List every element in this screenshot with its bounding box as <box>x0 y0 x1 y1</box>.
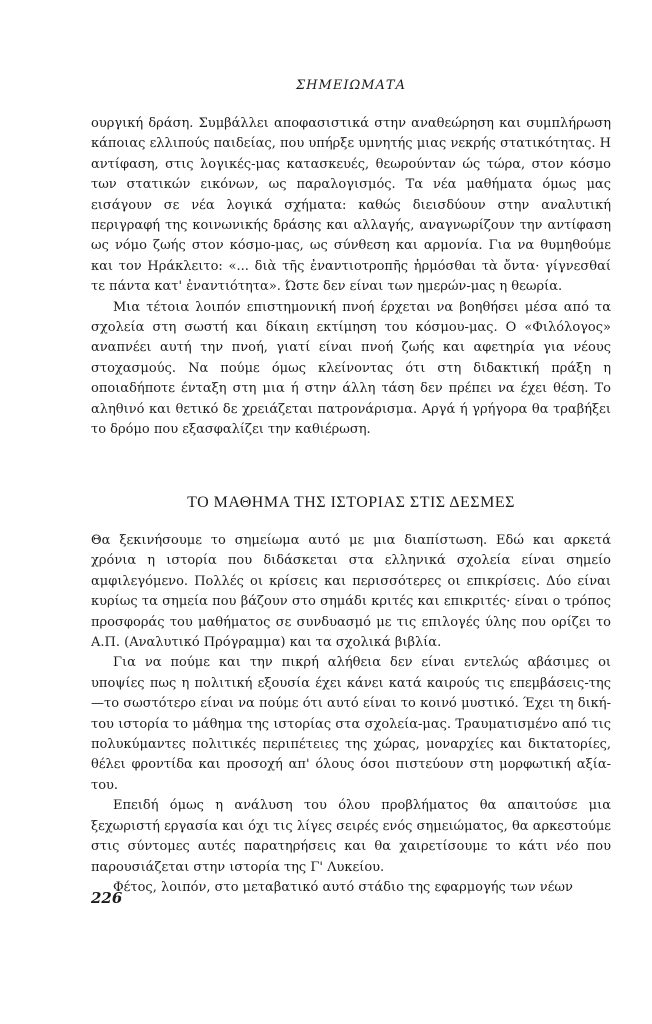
paragraph: Θα ξεκινήσουμε το σημείωμα αυτό με μια διαπίστωση. Εδώ και αρκετά χρόνια η ιστορία που διδάσκεται στα ελληνικά σχολεία είναι σημείο αμφιλεγόμενο. Πολλές οι κρίσεις και περισσότερες οι επικρίσεις. Δύο είναι κυρίως τα σημεία που βάζουν στο σημάδι κριτές και επικριτές· είναι ο τρόπος προσφοράς του μαθήματος σε συνδυασμό με τις επιλογές ύλης που ορίζει το Α.Π. (Αναλυτικό Πρόγραμμα) και τα σχολικά βιβλία. <box>91 533 611 651</box>
paragraph: Για να πούμε και την πικρή αλήθεια δεν είναι εντελώς αβάσιμες οι υποψίες πως η πολιτική εξουσία έχει κάνει κατά καιρούς τις επεμβάσεις-της—το σωστότερο είναι να πούμε ότι αυτό είναι το κοινό μυστικό. Έχει τη δική-του ιστορία το μάθημα της ιστορίας στα σχολεία-μας. Τραυματισμένο από τις πολυκύμαντες πολιτικές περιπέτειες της χώρας, μοναρχίες και δικτατορίες, θέλει φροντίδα και προσοχή απ' όλους όσοι πιστεύουν στη μορφωτική αξία-του. <box>91 655 611 793</box>
paragraph: Μια τέτοια λοιπόν επιστημονική πνοή έρχεται να βοηθήσει μέσα από τα σχολεία στη σωστή και δίκαιη εκτίμηση του κόσμου-μας. Ο «Φιλόλογος» αναπνέει αυτή την πνοή, γιατί είναι πνοή ζωής και αφετηρία για νέους στοχασμούς. Να πούμε όμως κλείνοντας ότι στη διδακτική πράξη η οποιαδήποτε ένταξη στη μια ή στην άλλη τάση δεν πρέπει να έχει θέση. Το αληθινό και θετικό δε χρειάζεται πατρονάρισμα. Αργά ή γρήγορα θα τραβήξει το δρόμο που εξασφαλίζει την καθιέρωση. <box>91 299 611 438</box>
running-head: ΣΗΜΕΙΩΜΑΤΑ <box>295 78 406 93</box>
section-history-lesson <box>91 531 611 898</box>
section-continuation <box>91 114 611 441</box>
section-heading: ΤΟ ΜΑΘΗΜΑ ΤΗΣ ΙΣΤΟΡΙΑΣ ΣΤΙΣ ΔΕΣΜΕΣ <box>187 494 515 511</box>
paragraph: Επειδή όμως η ανάλυση του όλου προβλήματος θα απαιτούσε μια ξεχωριστή εργασία και όχι τις λίγες σειρές ενός σημειώματος, θα αρκεστούμε στις σύντομες αυτές παρατηρήσεις και θα χαιρετίσουμε το κάτι νέο που παρουσιάζεται στην ιστορία της Γ' Λυκείου. <box>91 798 611 875</box>
page-number: 226 <box>91 889 123 907</box>
paragraph: ουργική δράση. Συμβάλλει αποφασιστικά στην αναθεώρηση και συμπλήρωση κάποιας ελλιπούς παιδείας, που υπήρξε υμνητής μιας νεκρής στατικότητας. Η αντίφαση, στις λογικές-μας κατασκευές, θεωρούνταν ώς τώρα, στον κόσμο των στατικών εικόνων, ως παραλογισμός. Τα νέα μαθήματα όμως μας εισάγουν σε νέα λογικά σχήματα: καθώς διεισδύουν στην αναλυτική περιγραφή της κοινωνικής δράσης και αλλαγής, αναγνωρίζουν την αντίφαση ως νόμο ζωής στον κόσμο-μας, ως σύνθεση και αρμονία. Για να θυμηθούμε και τον Ηράκλειτο: «... διὰ τῆς ἐναντιοτροπῆς ἡρμόσθαι τὰ ὄντα· γίγνεσθαί τε πάντα κατ' ἐναντιότητα». Ώστε δεν είναι των ημερών-μας η θεωρία. <box>91 116 611 295</box>
paragraph: Φέτος, λοιπόν, στο μεταβατικό αυτό στάδιο της εφαρμογής των νέων <box>113 879 573 895</box>
